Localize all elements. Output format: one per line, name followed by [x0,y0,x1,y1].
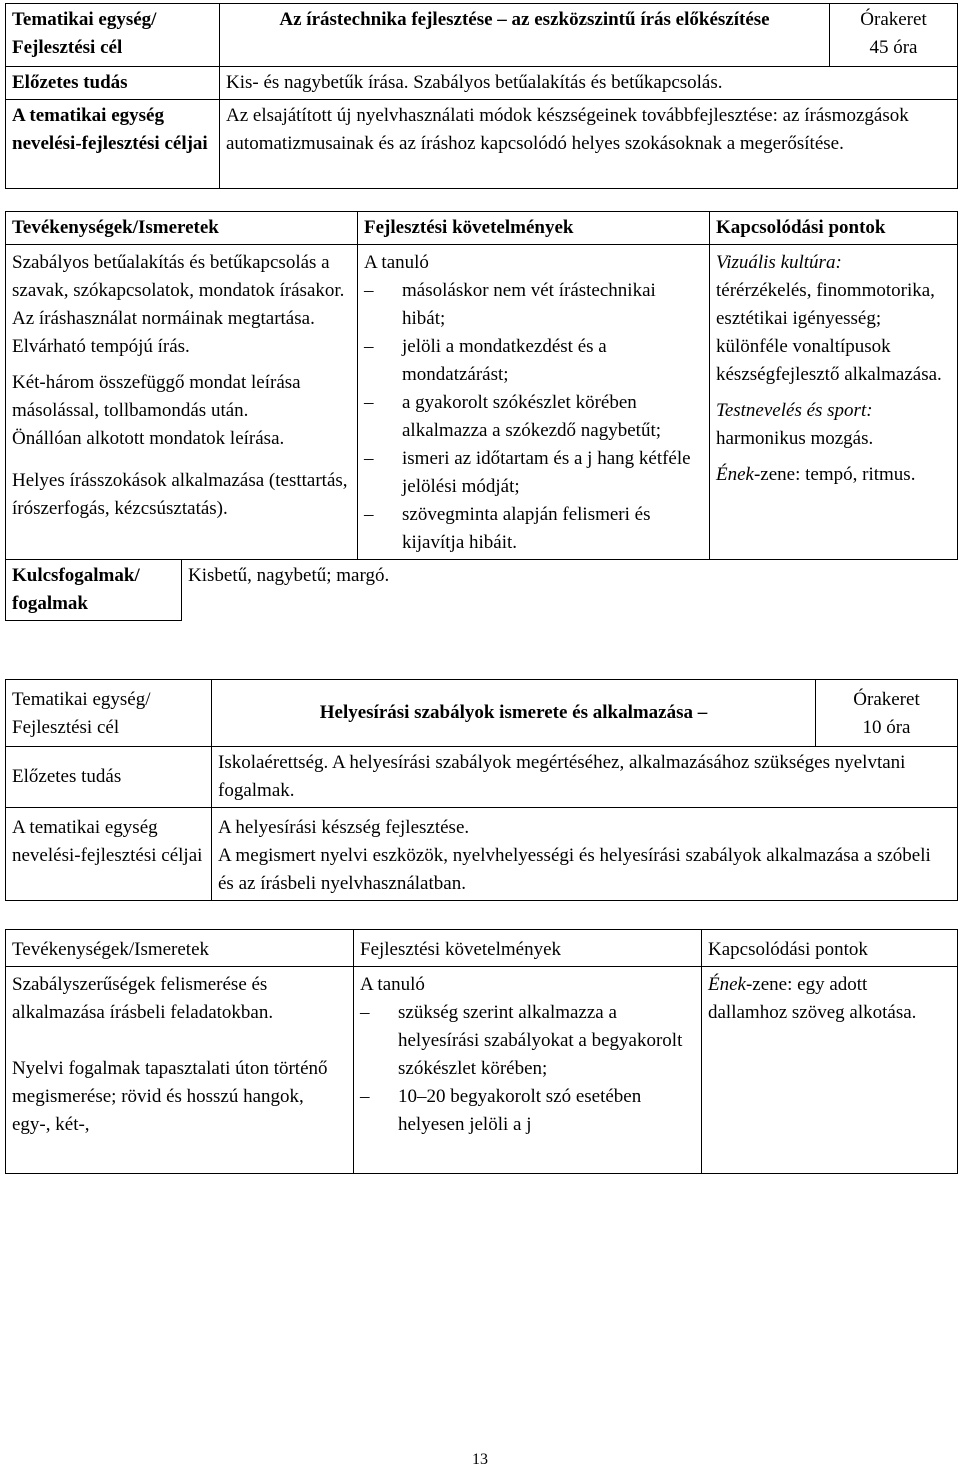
unit2-header-table [5,679,958,901]
unit1-goals-label: A tematikai egység nevelési-fejlesztési céljai [6,100,220,189]
unit1-header-table [5,3,958,189]
unit1-goals-text: Az elsajátított új nyelvhasználati módok készségeinek továbbfejlesztése: az írásmozgások automatizmusainak és az íráshoz kapcsolódó helyes szokásoknak a megerősítése. [220,100,958,189]
unit2-activities-table [5,929,958,1174]
unit2-hours-label: Órakeret [853,689,920,710]
unit1-link2-text: harmonikus mozgás. [716,428,874,449]
unit1-link2-subject: Testnevelés és sport: [716,400,873,421]
unit2-prior-text: Iskolaérettség. A helyesírási szabályok megértéséhez, alkalmazásához szükséges nyelvtani fogalmak. [212,747,958,808]
unit1-keywords-text: Kisbetű, nagybetű; margó. [182,560,958,621]
unit1-activities-table [5,211,958,621]
unit1-hours-value: 45 óra [869,37,918,58]
unit1-link1-subject: Vizuális kultúra: [716,252,842,273]
unit2-prior-label: Előzetes tudás [6,747,212,808]
unit2-goals-cell [212,808,958,901]
unit1-title: Az írástechnika fejlesztése – az eszközszintű írás előkészítése [220,4,830,67]
unit1-activity-5: Önállóan alkotott mondatok leírása. [12,428,285,449]
list-item: – szükség szerint alkalmazza a helyesírási szabályokat a begyakorolt szókészlet körében; [360,999,695,1083]
unit2-goals-1: A helyesírási készség fejlesztése. [218,817,470,838]
unit1-hours [830,4,958,67]
list-item: – másoláskor nem vét írástechnikai hibát; [364,277,703,333]
unit2-link1-subject: Ének [708,974,746,995]
unit2-head-links: Kapcsolódási pontok [702,930,958,967]
unit2-req-list [360,999,695,1139]
unit1-activities-cell [6,245,358,560]
unit1-head-links: Kapcsolódási pontok [710,212,958,245]
unit1-link1-text: térérzékelés, finommotorika, esztétikai igényesség; különféle vonaltípusok készségfejlesztő alkalmazása. [716,280,942,385]
unit1-head-requirements: Fejlesztési követelmények [358,212,710,245]
unit1-hours-label: Órakeret [860,9,927,30]
unit1-requirements-cell [358,245,710,560]
unit2-link1-text: -zene: egy adott dallamhoz szöveg alkotása. [708,974,917,1023]
unit2-hours [816,680,958,747]
page-number: 13 [472,1451,488,1468]
unit2-head-requirements: Fejlesztési követelmények [354,930,702,967]
unit1-topic-label: Tematikai egység/ Fejlesztési cél [6,4,220,67]
unit1-links-cell [710,245,958,560]
unit1-head-activities: Tevékenységek/Ismeretek [6,212,358,245]
unit2-requirements-cell [354,967,702,1174]
unit2-links-cell [702,967,958,1174]
unit2-activity-2: Nyelvi fogalmak tapasztalati úton történő megismerése; rövid és hosszú hangok, egy-, két-, [12,1058,328,1135]
list-item: – 10–20 begyakorolt szó esetében helyesen jelöli a j [360,1083,695,1139]
unit2-goals-label: A tematikai egység nevelési-fejlesztési céljai [6,808,212,901]
unit2-topic-label: Tematikai egység/ Fejlesztési cél [6,680,212,747]
unit1-prior-text: Kis- és nagybetűk írása. Szabályos betűalakítás és betűkapcsolás. [220,67,958,100]
unit1-activity-3: Elvárható tempójú írás. [12,336,190,357]
list-item: – szövegminta alapján felismeri és kijavítja hibáit. [364,501,703,557]
unit2-req-intro: A tanuló [360,974,425,995]
list-item: – ismeri az időtartam és a j hang kétféle jelölési módját; [364,445,703,501]
unit1-link3-text: -zene: tempó, ritmus. [753,464,916,485]
unit1-activity-4: Két-három összefüggő mondat leírása másolással, tollbamondás után. [12,372,301,421]
unit2-activities-cell [6,967,354,1174]
unit2-goals-2: A megismert nyelvi eszközök, nyelvhelyességi és helyesírási szabályok alkalmazása a szóbeli és az írásbeli nyelvhasználatban. [218,845,931,894]
unit2-activity-1: Szabályszerűségek felismerése és alkalmazása írásbeli feladatokban. [12,974,274,1023]
unit1-activity-1: Szabályos betűalakítás és betűkapcsolás a szavak, szókapcsolatok, mondatok írásakor. [12,252,345,301]
unit2-hours-value: 10 óra [862,717,911,738]
list-item: – jelöli a mondatkezdést és a mondatzárást; [364,333,703,389]
unit1-activity-6: Helyes írásszokások alkalmazása (testtartás, írószerfogás, kézcsúsztatás). [12,470,348,519]
unit2-head-activities: Tevékenységek/Ismeretek [6,930,354,967]
document-page [5,3,957,1174]
list-item: – a gyakorolt szókészlet körében alkalmazza a szókezdő nagybetűt; [364,389,703,445]
unit1-req-intro: A tanuló [364,252,429,273]
unit1-prior-label: Előzetes tudás [6,67,220,100]
unit1-link3-subject: Ének [716,464,754,485]
unit1-keywords-label: Kulcsfogalmak/ fogalmak [6,560,182,621]
unit2-title [212,680,816,747]
unit1-req-list [364,277,703,557]
unit2-title-text: Helyesírási szabályok ismerete és alkalmazása – [319,702,708,723]
unit1-activity-2: Az íráshasználat normáinak megtartása. [12,308,315,329]
